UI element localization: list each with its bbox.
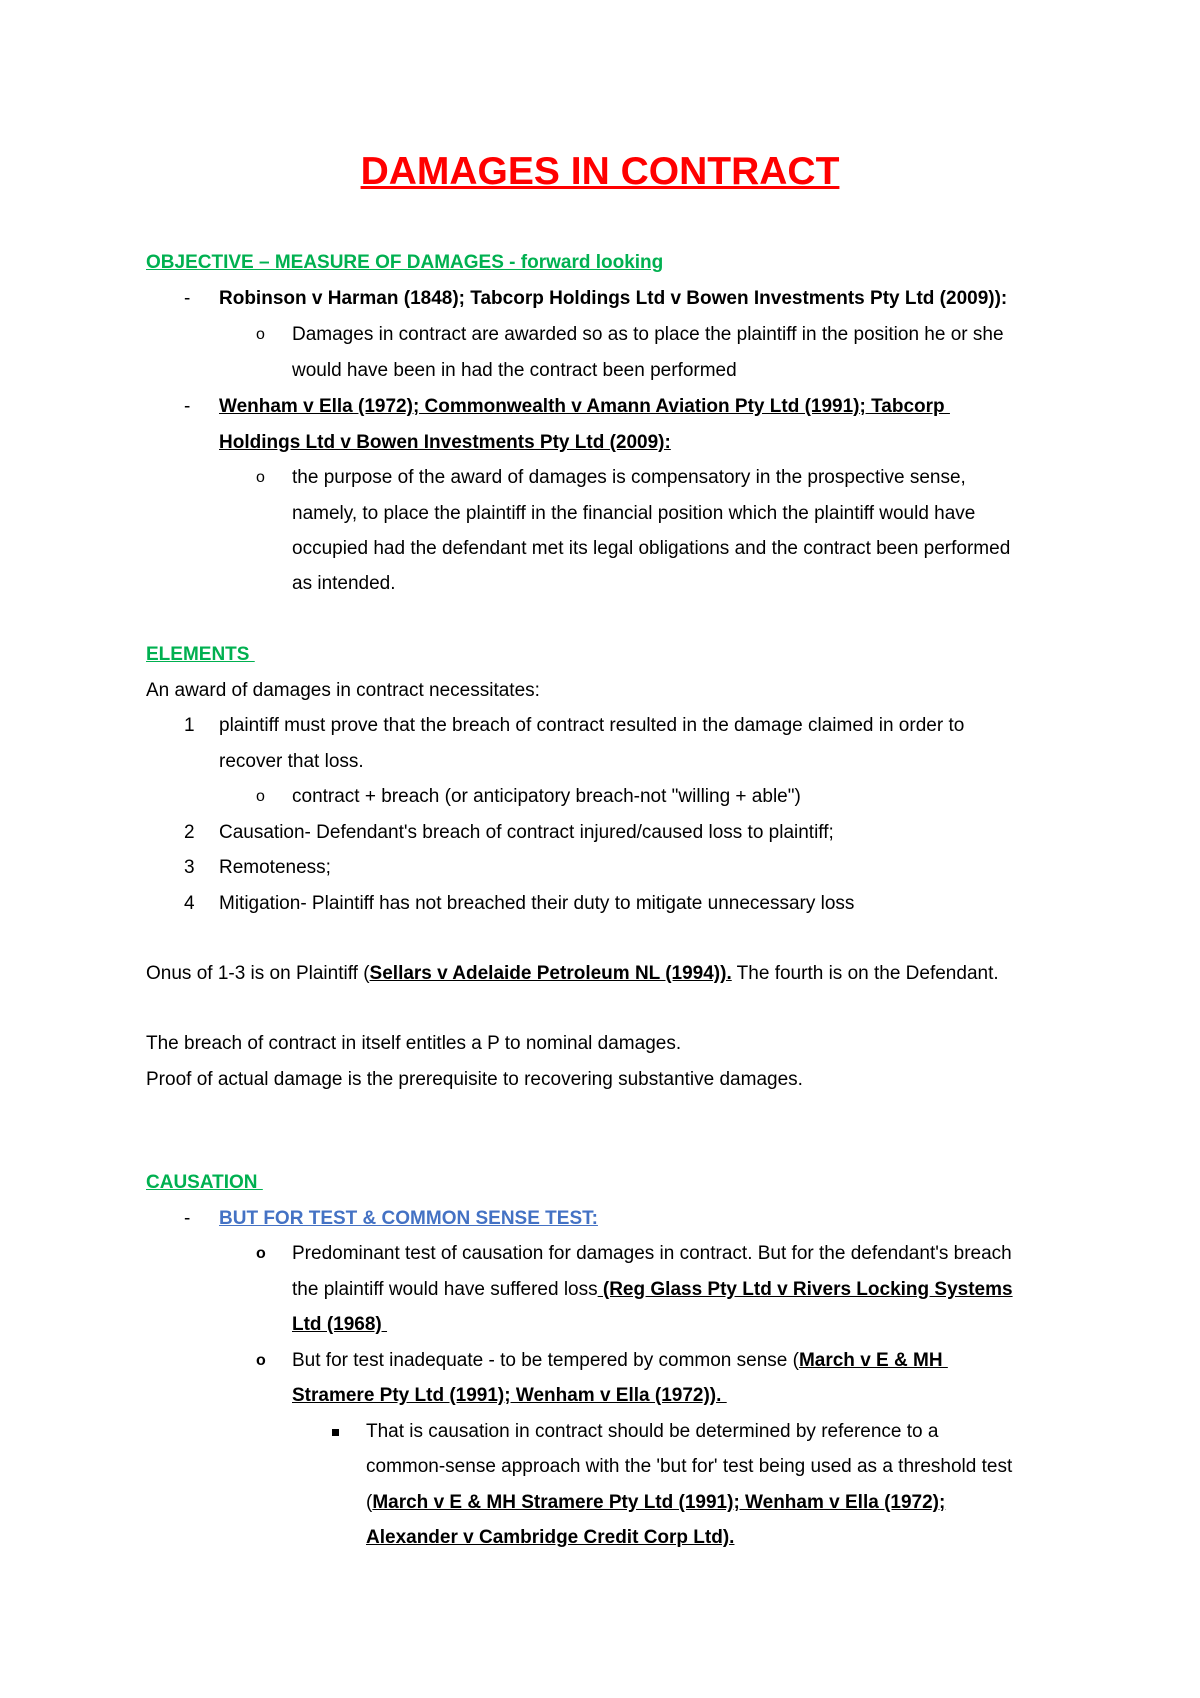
causation-sub2-case-line2: Stramere Pty Ltd (1991); Wenham v Ella (1972)).: [292, 1385, 727, 1406]
list-number: 2: [184, 822, 195, 843]
causation-subheading: BUT FOR TEST & COMMON SENSE TEST:: [219, 1208, 598, 1229]
proof-text: Proof of actual damage is the prerequisite to recovering substantive damages.: [146, 1069, 803, 1090]
causation-subsub-case2: Alexander v Cambridge Credit Corp Ltd).: [366, 1527, 735, 1548]
list-number: 4: [184, 893, 195, 914]
bullet-circle: o: [256, 788, 265, 805]
causation-subsub-line1: That is causation in contract should be determined by reference to a: [366, 1421, 939, 1442]
causation-subsub-line3: [366, 1491, 945, 1515]
elements-heading: ELEMENTS: [146, 644, 255, 665]
document-title: DAMAGES IN CONTRACT: [360, 150, 840, 193]
causation-sub1-line2: [292, 1278, 1013, 1302]
objective-bullet1-cases: Robinson v Harman (1848); Tabcorp Holdings Ltd v Bowen Investments Pty Ltd (2009)):: [219, 288, 1008, 309]
nominal-damages-text: The breach of contract in itself entitles a P to nominal damages.: [146, 1033, 682, 1054]
causation-subsub-paren: (: [366, 1492, 373, 1513]
bullet-circle: o: [256, 469, 265, 486]
bullet-circle: o: [256, 1245, 266, 1262]
list-number: 1: [184, 715, 195, 736]
bullet-circle: o: [256, 326, 265, 343]
elements-item2: Causation- Defendant's breach of contract injured/caused loss to plaintiff;: [219, 822, 834, 843]
objective-bullet1-text-line1: Damages in contract are awarded so as to place the plaintiff in the position he or she: [292, 324, 1004, 345]
causation-sub1-text: the plaintiff would have suffered loss: [292, 1279, 598, 1300]
objective-bullet1-text-line2: would have been in had the contract been performed: [292, 360, 737, 381]
objective-bullet2-text-line2: namely, to place the plaintiff in the financial position which the plaintiff would have: [292, 503, 976, 524]
onus-text-pre: Onus of 1-3 is on Plaintiff (: [146, 963, 370, 984]
onus-text-post: The fourth is on the Defendant.: [731, 963, 999, 984]
bullet-dash: -: [184, 1208, 191, 1229]
bullet-dash: -: [184, 396, 191, 417]
objective-heading: OBJECTIVE – MEASURE OF DAMAGES - forward looking: [146, 252, 664, 273]
bullet-circle: o: [256, 1352, 266, 1369]
elements-item1-sub: contract + breach (or anticipatory breach-not "willing + able"): [292, 786, 801, 807]
elements-intro: An award of damages in contract necessitates:: [146, 680, 540, 701]
objective-bullet2-cases-line1: Wenham v Ella (1972); Commonwealth v Amann Aviation Pty Ltd (1991); Tabcorp: [219, 396, 950, 417]
onus-case: Sellars v Adelaide Petroleum NL (1994)).: [369, 963, 732, 984]
objective-bullet2-text-line1: the purpose of the award of damages is compensatory in the prospective sense,: [292, 467, 966, 488]
causation-sub1-line1: Predominant test of causation for damages in contract. But for the defendant's breach: [292, 1243, 1012, 1264]
objective-bullet2-text-line4: as intended.: [292, 573, 396, 594]
causation-sub1-case: (Reg Glass Pty Ltd v Rivers Locking Systems: [597, 1279, 1013, 1300]
elements-item1-line1: plaintiff must prove that the breach of contract resulted in the damage claimed in order to: [219, 715, 965, 736]
onus-paragraph: [146, 962, 999, 986]
elements-item4: Mitigation- Plaintiff has not breached their duty to mitigate unnecessary loss: [219, 893, 855, 914]
causation-heading: CAUSATION: [146, 1172, 263, 1193]
causation-sub1-case-line3: Ltd (1968): [292, 1314, 388, 1335]
causation-subsub-case1: March v E & MH Stramere Pty Ltd (1991); Wenham v Ella (1972);: [372, 1492, 946, 1513]
elements-item1-line2: recover that loss.: [219, 751, 364, 772]
elements-item3: Remoteness;: [219, 857, 331, 878]
objective-bullet2-cases-line2: Holdings Ltd v Bowen Investments Pty Ltd (2009):: [219, 432, 671, 453]
list-number: 3: [184, 857, 195, 878]
bullet-dash: -: [184, 288, 191, 309]
square-bullet-icon: [332, 1429, 339, 1436]
causation-sub2-case: March v E & MH: [798, 1350, 948, 1371]
objective-bullet2-text-line3: occupied had the defendant met its legal obligations and the contract been performed: [292, 538, 1011, 559]
causation-subsub-line2: common-sense approach with the 'but for' test being used as a threshold test: [366, 1456, 1013, 1477]
causation-sub2-line1: [292, 1349, 948, 1373]
causation-sub2-text: But for test inadequate - to be tempered by common sense (: [292, 1350, 799, 1371]
